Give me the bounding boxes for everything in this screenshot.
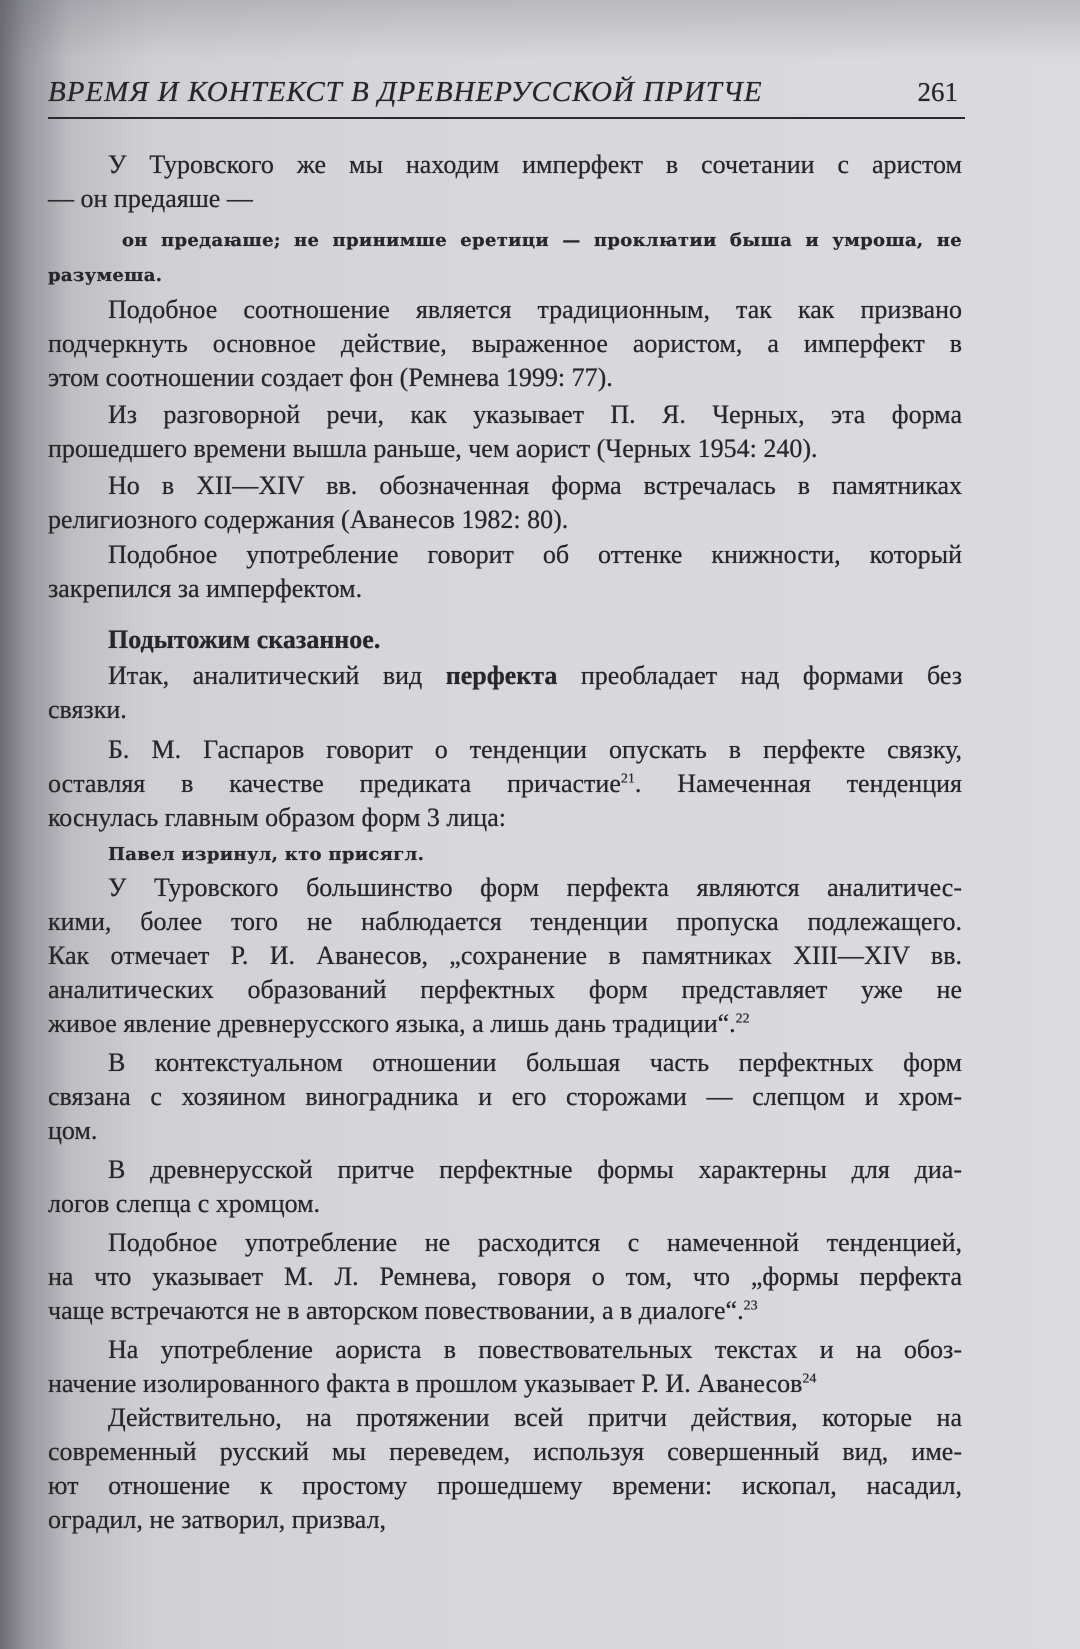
text-line: Но в XII—XIV вв. обозначенная форма встречалась в памятниках — [108, 471, 962, 500]
text-line: коснулась главным образом форм 3 лица: — [48, 803, 506, 832]
text-line: подчеркнуть основное действие, выраженное аористом, а имперфект в — [48, 329, 962, 358]
text-line: оградил, не затворил, призвал, — [48, 1505, 387, 1534]
text-line: Как отмечает Р. И. Аванесов, „сохранение в памятниках XIII—XIV вв. — [48, 941, 962, 970]
text-line — [48, 1367, 962, 1401]
summary-heading — [48, 623, 962, 657]
paragraph — [48, 1333, 962, 1401]
paragraph — [48, 659, 962, 727]
text-line — [48, 1294, 962, 1328]
paragraph — [48, 538, 962, 606]
body-text — [48, 148, 962, 1537]
text-line: связки. — [48, 695, 127, 724]
paragraph — [48, 1046, 962, 1148]
header-rule — [48, 117, 965, 119]
paragraph — [48, 1226, 962, 1328]
old-russian-quote — [48, 838, 962, 871]
text-line: На употребление аориста в повествовательных текстах и на обоз- — [108, 1335, 962, 1364]
quote-line: разумеша. — [48, 265, 163, 286]
text-line: В контекстуальном отношении большая часть перфектных форм — [108, 1048, 962, 1077]
quote-line: он предаꙗше; не принимше еретици — проклꙗтии быша и умроша, не — [122, 230, 962, 251]
running-header — [48, 76, 958, 116]
text-line: — он предаяше — — [48, 184, 253, 213]
paragraph — [48, 871, 962, 1041]
footnote-ref: 23 — [743, 1298, 758, 1314]
text-line: Подобное употребление говорит об оттенке книжности, который — [108, 540, 962, 569]
bold-term: перфекта — [445, 661, 558, 690]
text-line: Подобное употребление не расходится с намеченной тенденцией, — [108, 1228, 962, 1257]
text-line: В древнерусской притче перфектные формы характерны для диа- — [108, 1155, 962, 1184]
text-line — [48, 767, 962, 801]
text-line: прошедшего времени вышла раньше, чем аорист (Черных 1954: 240). — [48, 434, 818, 463]
text-line: аналитических образований перфектных форм представляет уже не — [48, 975, 962, 1004]
text-line: кими, более того не наблюдается тенденции пропуска подлежащего. — [48, 907, 962, 936]
paragraph — [48, 1153, 962, 1221]
text-line: современный русский мы переведем, используя совершенный вид, име- — [48, 1437, 962, 1466]
line-segment: живое явление древнерусского языка, а лишь дань традиции“. — [48, 1009, 736, 1038]
text-line: Подобное соотношение является традиционным, так как призвано — [108, 295, 962, 324]
text-line: Подытожим сказанное. — [108, 625, 381, 654]
text-line: Действительно, на протяжении всей притчи действия, которые на — [108, 1403, 962, 1432]
line-segment: Итак, аналитический вид — [108, 661, 446, 690]
text-line: ют отношение к простому прошедшему времени: ископал, насадил, — [48, 1471, 962, 1500]
text-line: Б. М. Гаспаров говорит о тенденции опускать в перфекте связку, — [108, 735, 962, 764]
line-segment: начение изолированного факта в прошлом указывает Р. И. Аванесов — [48, 1369, 803, 1398]
text-line: этом соотношении создает фон (Ремнева 1999: 77). — [48, 363, 613, 392]
text-line: У Туровского большинство форм перфекта являются аналитичес- — [108, 873, 962, 902]
paragraph — [48, 398, 962, 466]
old-russian-quote — [48, 223, 962, 293]
line-segment: преобладает над формами без — [557, 661, 962, 690]
text-line: Из разговорной речи, как указывает П. Я. Черных, эта форма — [108, 400, 962, 429]
text-line: закрепился за имперфектом. — [48, 574, 363, 603]
text-line: связана с хозяином виноградника и его сторожами — слепцом и хром- — [48, 1082, 962, 1111]
quote-line: Павел изринул, кто присягл. — [108, 844, 425, 865]
footnote-ref: 21 — [620, 771, 635, 787]
paragraph — [48, 1401, 962, 1537]
line-segment: . Намеченная тенденция — [634, 769, 962, 798]
paragraph — [48, 733, 962, 835]
line-segment: оставляя в качестве предиката причастие — [48, 769, 621, 798]
text-line: цом. — [48, 1116, 98, 1145]
footnote-ref: 24 — [802, 1371, 817, 1387]
text-line — [48, 1007, 962, 1041]
text-line: логов слепца с хромцом. — [48, 1189, 321, 1218]
running-title: ВРЕМЯ И КОНТЕКСТ В ДРЕВНЕРУССКОЙ ПРИТЧЕ — [48, 76, 763, 108]
text-line: религиозного содержания (Аванесов 1982: 80). — [48, 505, 569, 534]
text-line: на что указывает М. Л. Ремнева, говоря о том, что „формы перфекта — [48, 1262, 962, 1291]
text-line: У Туровского же мы находим имперфект в сочетании с аристом — [108, 150, 962, 179]
page-number: 261 — [917, 77, 958, 107]
paragraph — [48, 293, 962, 395]
footnote-ref: 22 — [735, 1011, 750, 1027]
text-line — [48, 659, 962, 693]
line-segment: чаще встречаются не в авторском повествовании, а в диалоге“. — [48, 1296, 744, 1325]
paragraph — [48, 469, 962, 537]
paragraph — [48, 148, 962, 216]
